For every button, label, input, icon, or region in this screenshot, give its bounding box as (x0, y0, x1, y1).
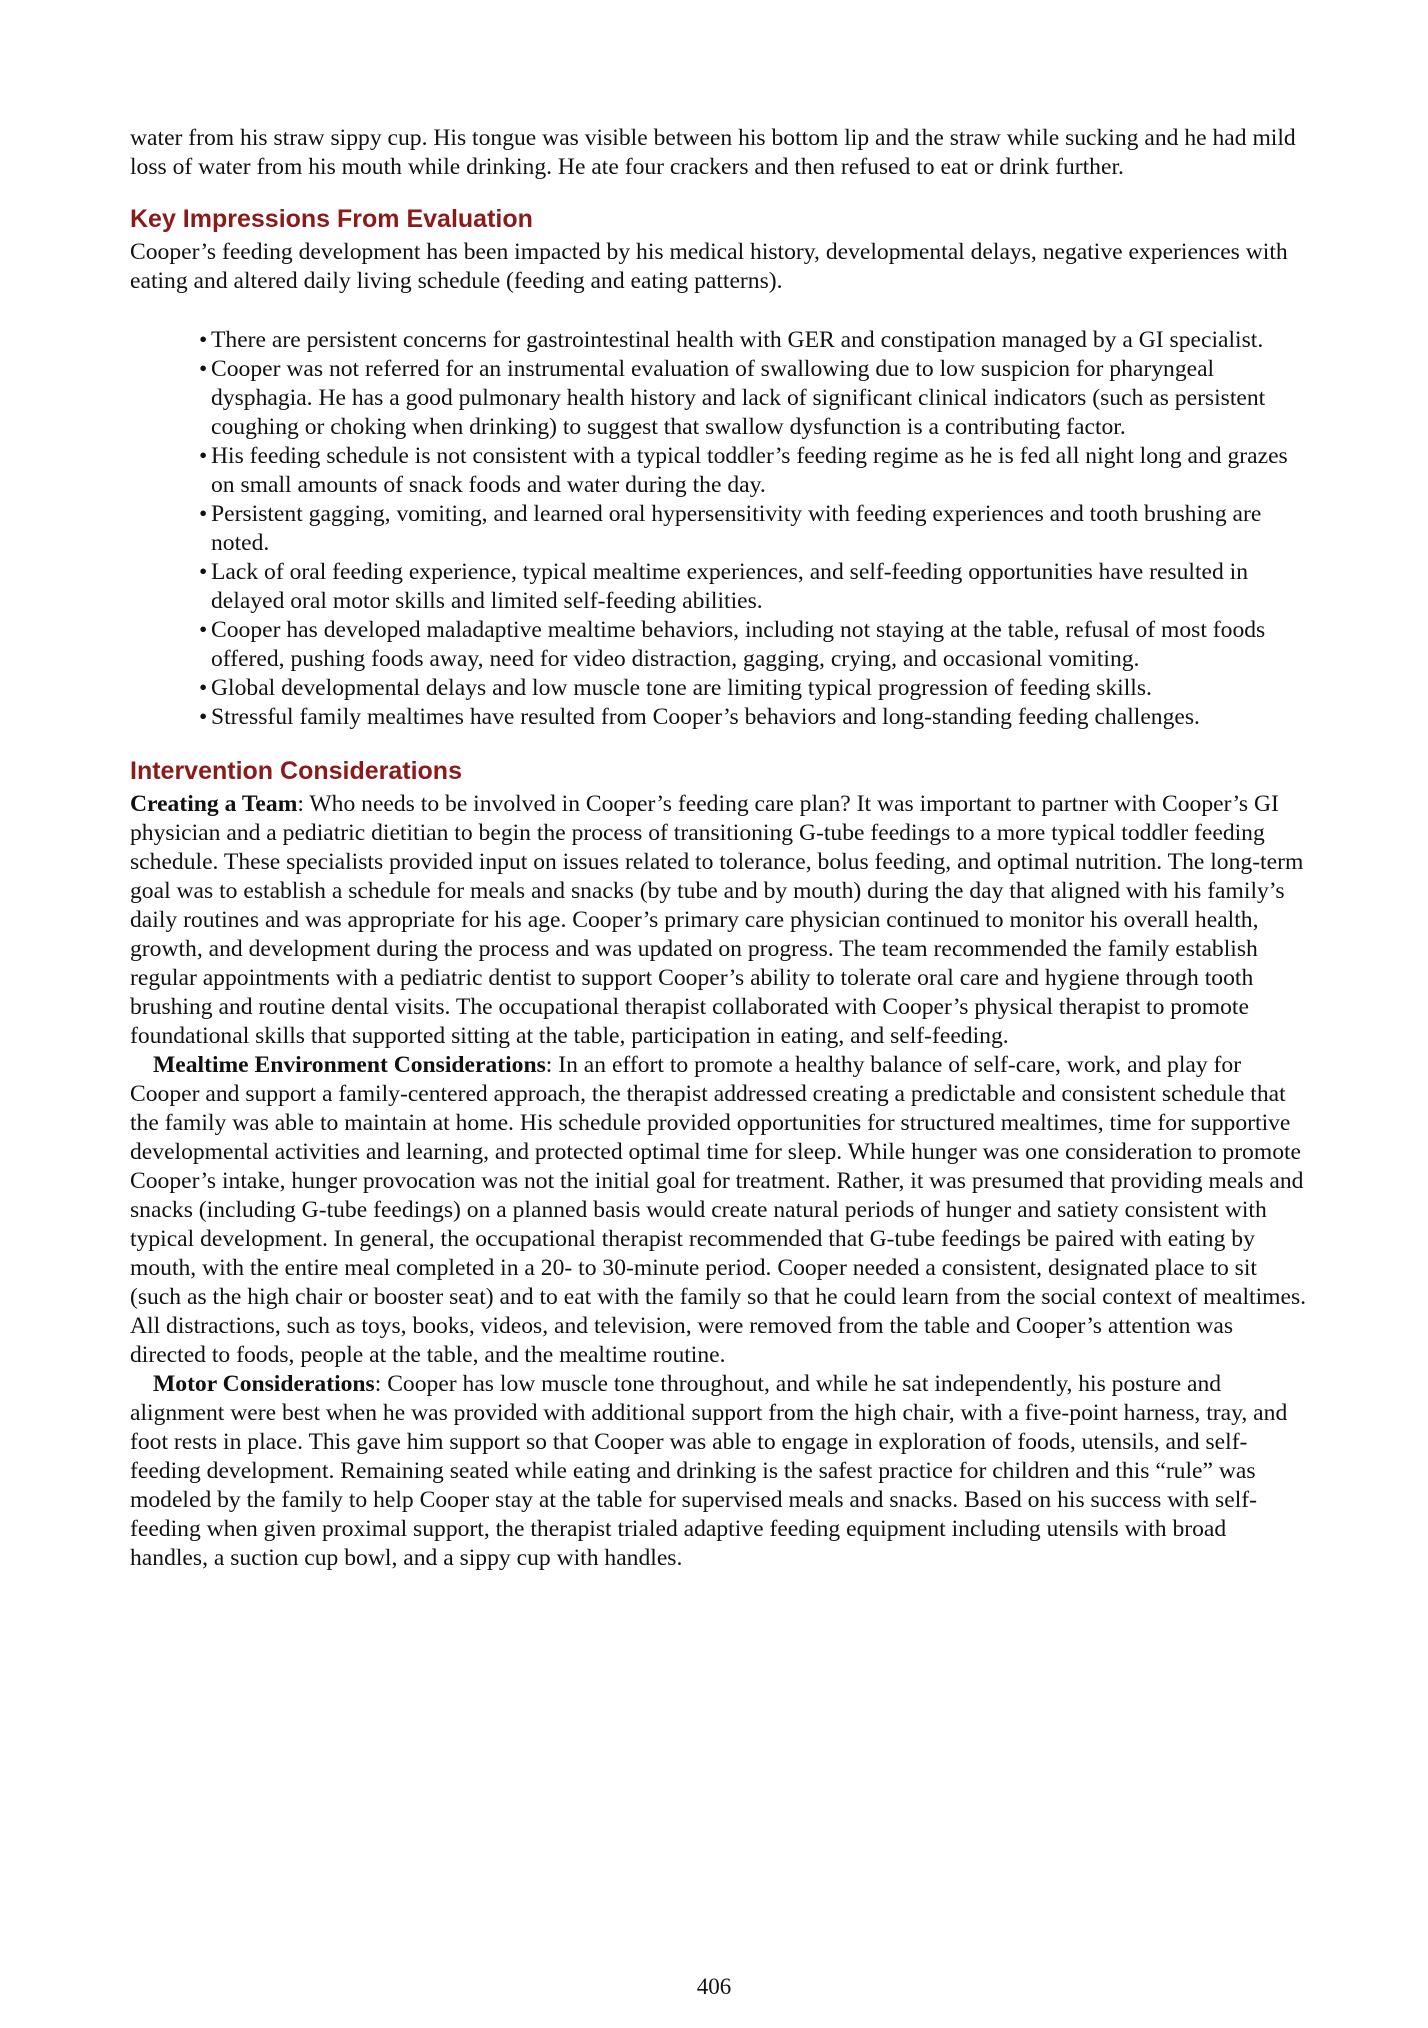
paragraph-text: : Who needs to be involved in Cooper’s feeding care plan? It was important to partner with Cooper’s GI physician and a pediatric dietitian to begin the process of transitioning G-tube feedings to a more typical toddler feeding schedule. These specialists provided input on issues related to tolerance, bolus feeding, and optimal nutrition. The long-term goal was to establish a schedule for meals and snacks (by tube and by mouth) during the day that aligned with his family’s daily routines and was appropriate for his age. Cooper’s primary care physician continued to monitor his overall health, growth, and development during the process and was updated on progress. The team recommended the family establish regular appointments with a pediatric dentist to support Cooper’s ability to tolerate oral care and hygiene through tooth brushing and routine dental visits. The occupational therapist collaborated with Cooper’s physical therapist to promote foundational skills that supported sitting at the table, participation in eating, and self-feeding. (130, 791, 1304, 1049)
bullet-icon: • (199, 356, 208, 382)
paragraph-text: : Cooper has low muscle tone throughout, and while he sat independently, his posture and alignment were best when he was provided with additional support from the high chair, with a five-point harness, tray, and foot rests in place. This gave him support so that Cooper was able to engage in exploration of foods, utensils, and self-feeding development. Remaining seated while eating and drinking is the safest practice for children and this “rule” was modeled by the family to help Cooper stay at the table for supervised meals and snacks. Based on his success with self-feeding when given proximal support, the therapist trialed adaptive feeding equipment including utensils with broad handles, a suction cup bowl, and a sippy cup with handles. (130, 1371, 1288, 1571)
list-item-text: Cooper was not referred for an instrumental evaluation of swallowing due to low suspicion for pharyngeal dysphagia. He has a good pulmonary health history and lack of significant clinical indicators (such as persistent coughing or choking when drinking) to suggest that swallow dysfunction is a contributing factor. (211, 356, 1266, 440)
run-in-heading: Creating a Team (130, 791, 298, 817)
section-heading-key-impressions: Key Impressions From Evaluation (130, 205, 533, 233)
paragraph-mealtime-environment (130, 1051, 1310, 1370)
bullet-icon: • (199, 559, 208, 585)
list-item-text: Lack of oral feeding experience, typical mealtime experiences, and self-feeding opportunities have resulted in delayed oral motor skills and limited self-feeding abilities. (211, 559, 1249, 614)
list-item (191, 442, 1310, 500)
key-impressions-list (130, 326, 1310, 732)
page-content (130, 124, 1310, 1573)
bullet-icon: • (199, 617, 208, 643)
section-heading-intervention: Intervention Considerations (130, 757, 462, 785)
page-number: 406 (696, 1974, 732, 1999)
list-item (191, 500, 1310, 558)
bullet-icon: • (199, 704, 208, 730)
bullet-icon: • (199, 501, 208, 527)
list-item (191, 674, 1310, 703)
opening-paragraph: water from his straw sippy cup. His tongue was visible between his bottom lip and the straw while sucking and he had mild loss of water from his mouth while drinking. He ate four crackers and then refused to eat or drink further. (130, 125, 1296, 180)
list-item (191, 558, 1310, 616)
list-item (191, 326, 1310, 355)
list-item-text: His feeding schedule is not consistent with a typical toddler’s feeding regime as he is fed all night long and grazes on small amounts of snack foods and water during the day. (211, 443, 1288, 498)
bullet-icon: • (199, 443, 208, 469)
list-item-text: Global developmental delays and low muscle tone are limiting typical progression of feeding skills. (211, 675, 1152, 701)
run-in-heading: Motor Considerations (153, 1371, 375, 1397)
list-item (191, 703, 1310, 732)
list-item-text: Persistent gagging, vomiting, and learned oral hypersensitivity with feeding experiences and tooth brushing are noted. (211, 501, 1262, 556)
list-item (191, 355, 1310, 442)
run-in-heading: Mealtime Environment Considerations (153, 1052, 546, 1078)
paragraph-creating-team (130, 790, 1310, 1051)
list-item-text: There are persistent concerns for gastrointestinal health with GER and constipation managed by a GI specialist. (211, 327, 1264, 353)
list-item-text: Stressful family mealtimes have resulted from Cooper’s behaviors and long-standing feeding challenges. (211, 704, 1200, 730)
bullet-icon: • (199, 675, 208, 701)
paragraph-motor-considerations (130, 1370, 1310, 1573)
list-item (191, 616, 1310, 674)
list-item-text: Cooper has developed maladaptive mealtime behaviors, including not staying at the table, refusal of most foods offered, pushing foods away, need for video distraction, gagging, crying, and occasional vomiting. (211, 617, 1266, 672)
key-impressions-intro: Cooper’s feeding development has been impacted by his medical history, developmental delays, negative experiences with eating and altered daily living schedule (feeding and eating patterns). (130, 239, 1288, 294)
bullet-icon: • (199, 327, 208, 353)
paragraph-text: : In an effort to promote a healthy balance of self-care, work, and play for Cooper and support a family-centered approach, the therapist addressed creating a predictable and consistent schedule that the family was able to maintain at home. His schedule provided opportunities for structured mealtimes, time for supportive developmental activities and learning, and protected optimal time for sleep. While hunger was one consideration to promote Cooper’s intake, hunger provocation was not the initial goal for treatment. Rather, it was presumed that providing meals and snacks (including G-tube feedings) on a planned basis would create natural periods of hunger and satiety consistent with typical development. In general, the occupational therapist recommended that G-tube feedings be paired with eating by mouth, with the entire meal completed in a 20- to 30-minute period. Cooper needed a consistent, designated place to sit (such as the high chair or booster seat) and to eat with the family so that he could learn from the social context of mealtimes. All distractions, such as toys, books, videos, and television, were removed from the table and Cooper’s attention was directed to foods, people at the table, and the mealtime routine. (130, 1052, 1307, 1368)
